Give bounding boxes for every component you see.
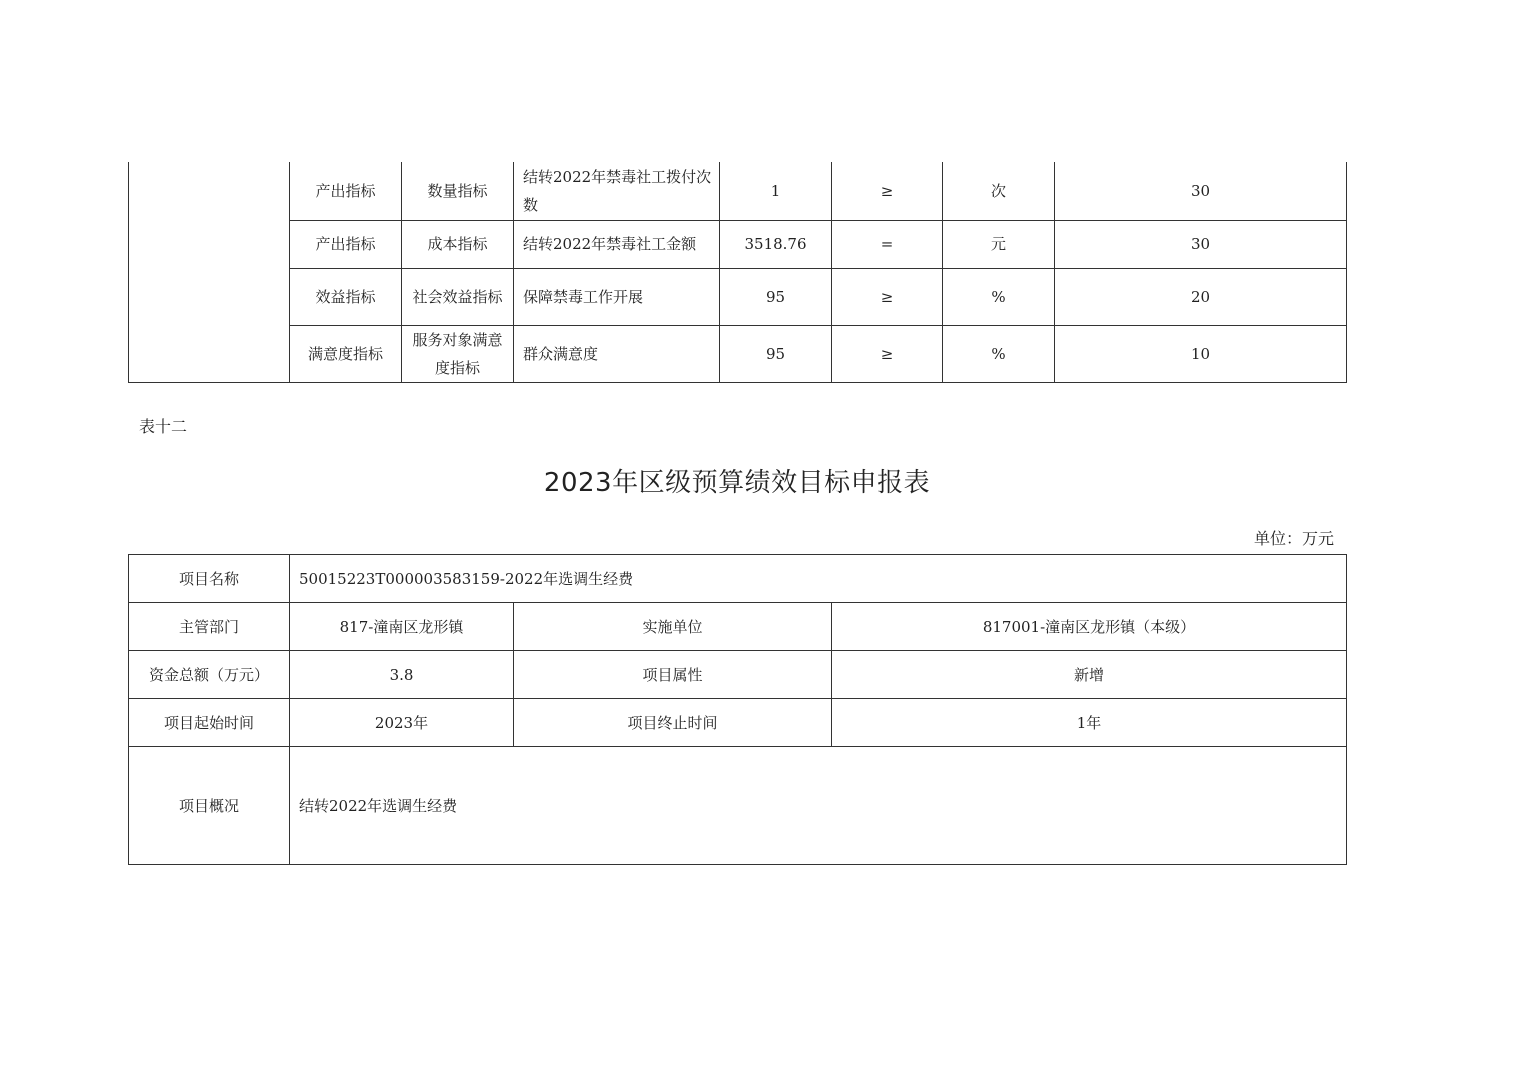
impl-label: 实施单位 [514, 603, 832, 651]
level3-indicator: 保障禁毒工作开展 [514, 268, 720, 325]
form-row [129, 603, 1347, 651]
level3-indicator: 结转2022年禁毒社工金额 [514, 220, 720, 268]
indicator-unit: % [943, 325, 1055, 382]
indicator-weight: 30 [1055, 162, 1347, 220]
indicator-value: 95 [720, 268, 832, 325]
overview-label: 项目概况 [129, 747, 290, 865]
level2-indicator: 社会效益指标 [402, 268, 514, 325]
level2-indicator: 数量指标 [402, 162, 514, 220]
level3-indicator: 群众满意度 [514, 325, 720, 382]
budget-application-form [128, 554, 1347, 865]
section-label: 表十二 [139, 417, 188, 436]
indicator-value: 3518.76 [720, 220, 832, 268]
indicator-operator: ≥ [832, 268, 943, 325]
level1-indicator: 满意度指标 [290, 325, 402, 382]
indicator-value: 1 [720, 162, 832, 220]
indicator-unit: % [943, 268, 1055, 325]
unit-label: 单位：万元 [1254, 529, 1335, 548]
form-row [129, 699, 1347, 747]
indicator-unit: 元 [943, 220, 1055, 268]
indicator-weight: 30 [1055, 220, 1347, 268]
level2-indicator: 服务对象满意度指标 [402, 325, 514, 382]
level1-indicator: 产出指标 [290, 220, 402, 268]
indicator-row [129, 162, 1347, 220]
form-row [129, 747, 1347, 865]
form-row [129, 651, 1347, 699]
attr-label: 项目属性 [514, 651, 832, 699]
dept-value: 817-潼南区龙形镇 [290, 603, 514, 651]
indicator-value: 95 [720, 325, 832, 382]
fund-label: 资金总额（万元） [129, 651, 290, 699]
indicator-row [129, 325, 1347, 382]
indicator-row [129, 220, 1347, 268]
overview-value: 结转2022年选调生经费 [290, 747, 1347, 865]
start-label: 项目起始时间 [129, 699, 290, 747]
indicator-weight: 20 [1055, 268, 1347, 325]
indicator-row [129, 268, 1347, 325]
impl-value: 817001-潼南区龙形镇（本级） [832, 603, 1347, 651]
indicator-operator: ≥ [832, 162, 943, 220]
indicator-unit: 次 [943, 162, 1055, 220]
end-value: 1年 [832, 699, 1347, 747]
indicator-operator: ≥ [832, 325, 943, 382]
indicator-operator: = [832, 220, 943, 268]
performance-indicator-table [128, 162, 1347, 383]
form-row [129, 555, 1347, 603]
indicator-weight: 10 [1055, 325, 1347, 382]
level1-indicator: 产出指标 [290, 162, 402, 220]
level1-indicator: 效益指标 [290, 268, 402, 325]
form-title: 2023年区级预算绩效目标申报表 [543, 468, 931, 498]
start-value: 2023年 [290, 699, 514, 747]
attr-value: 新增 [832, 651, 1347, 699]
level3-indicator: 结转2022年禁毒社工拨付次数 [514, 162, 720, 220]
end-label: 项目终止时间 [514, 699, 832, 747]
level2-indicator: 成本指标 [402, 220, 514, 268]
dept-label: 主管部门 [129, 603, 290, 651]
project-name-value: 50015223T000003583159-2022年选调生经费 [290, 555, 1347, 603]
fund-value: 3.8 [290, 651, 514, 699]
project-name-label: 项目名称 [129, 555, 290, 603]
indicator-category-cell [129, 162, 290, 382]
